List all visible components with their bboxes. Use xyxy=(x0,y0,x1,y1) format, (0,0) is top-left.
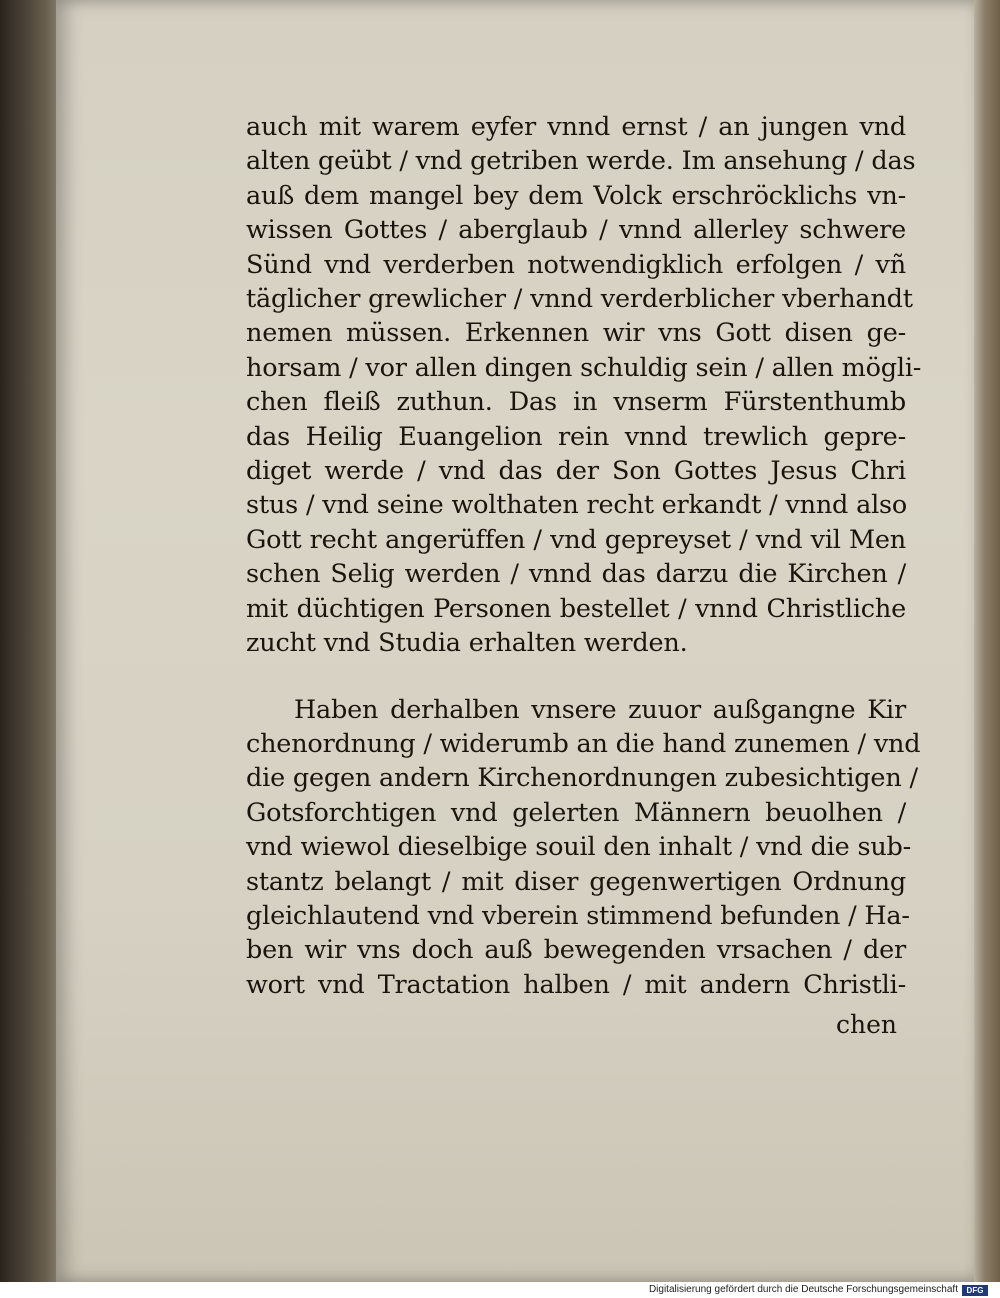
paragraph-1 xyxy=(246,110,922,661)
catchword: chen xyxy=(836,1010,897,1039)
text-line: nemen müssen. Erkennen wir vns Gott disen ge- xyxy=(246,318,906,349)
text-line: mit düchtigen Personen bestellet / vnnd Christliche xyxy=(246,593,906,624)
funding-credit: Digitalisierung gefördert durch die Deutsche Forschungsgemeinschaft xyxy=(648,1284,958,1295)
text-line: vnd wiewol dieselbige souil den inhalt / vnd die sub- xyxy=(246,832,912,863)
text-line: auch mit warem eyfer vnnd ernst / an jungen vnd xyxy=(246,112,906,142)
text-line: diget werde / vnd das der Son Gottes Jesus Chri xyxy=(246,456,906,487)
text-line: Sünd vnd verderben notwendigklich erfolgen / vñ xyxy=(246,249,906,280)
text-line: auß dem mangel bey dem Volck erschröcklichs vn- xyxy=(246,180,906,211)
page-text xyxy=(246,110,922,1002)
book-binding-edge xyxy=(0,0,62,1282)
text-line: täglicher grewlicher / vnnd verderblicher vberhandt xyxy=(246,284,913,315)
text-line: die gegen andern Kirchenordnungen zubesichtigen / xyxy=(246,763,918,794)
text-line: stus / vnd seine wolthaten recht erkandt / vnnd also xyxy=(246,490,908,521)
text-line: zucht vnd Studia erhalten werden. xyxy=(246,628,688,659)
text-line: ben wir vns doch auß bewegenden vrsachen / der xyxy=(246,935,906,966)
text-line: Gotsforchtigen vnd gelerten Männern beuolhen / xyxy=(246,797,906,828)
text-line: wissen Gottes / aberglaub / vnnd allerley schwere xyxy=(246,215,906,246)
text-line: gleichlautend vnd vberein stimmend befunden / Ha- xyxy=(246,900,910,931)
text-line: wort vnd Tractation halben / mit andern Christli- xyxy=(246,969,906,1000)
text-line: das Heilig Euangelion rein vnnd trewlich gepre- xyxy=(246,421,906,452)
text-line: Gott recht angerüffen / vnd gepreyset / vnd vil Men xyxy=(246,524,906,555)
text-line: chen fleiß zuthun. Das in vnserm Fürstenthumb xyxy=(246,387,906,418)
text-line: stantz belangt / mit diser gegenwertigen Ordnung xyxy=(246,866,906,897)
page-right-edge xyxy=(974,0,1000,1282)
text-line: schen Selig werden / vnnd das darzu die Kirchen / xyxy=(246,559,906,590)
text-line: alten geübt / vnd getriben werde. Im ansehung / das xyxy=(246,146,916,177)
text-line: chenordnung / widerumb an die hand zunemen / vnd xyxy=(246,728,921,759)
text-line: Haben derhalben vnsere zuuor außgangne Kir xyxy=(294,694,906,725)
text-line: horsam / vor allen dingen schuldig sein / allen mögli- xyxy=(246,352,922,383)
dfg-logo-icon: DFG xyxy=(962,1285,988,1296)
paragraph-2 xyxy=(246,693,921,1003)
